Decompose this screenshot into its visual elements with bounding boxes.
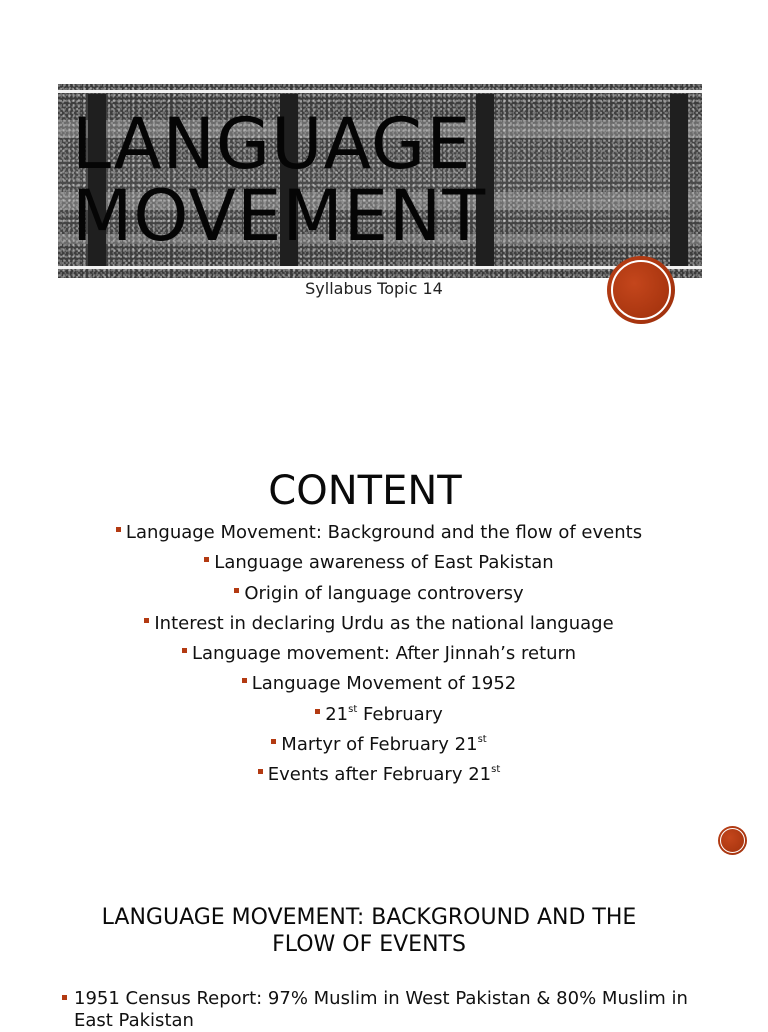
section-heading-line-2: FLOW OF EVENTS [272,932,466,957]
ordinal-suffix: st [477,734,487,746]
list-item-text: Language movement: After Jinnah’s return [191,643,577,665]
banner-bar [670,94,688,266]
list-item [0,609,758,639]
content-list [0,518,758,791]
list-item-text: Language awareness of East Pakistan [214,552,554,574]
slide-title [72,103,487,257]
section-heading [60,904,678,958]
list-item-text: 21 [325,703,349,725]
list-item [0,730,758,760]
list-item [0,518,758,548]
decorative-circle-icon [607,256,675,324]
list-item [0,760,758,790]
list-item [0,548,758,578]
list-item [0,579,758,609]
ordinal-suffix: st [491,764,501,776]
list-item [0,669,758,699]
slide-subtitle: Syllabus Topic 14 [305,279,443,298]
square-bullet-icon [242,678,247,683]
list-item-text: Language Movement: Background and the flow of events [125,522,643,543]
ordinal-suffix: st [348,703,358,715]
list-item-text: Events after February 21 [267,764,492,786]
list-item-text: 1951 Census Report: 97% Muslim in West Pakistan & 80% Muslim in East Pakistan [74,988,688,1031]
section-list [62,988,702,1032]
square-bullet-icon [182,648,187,653]
list-item-text: Martyr of February 21 [281,734,478,756]
square-bullet-icon [234,588,239,593]
slide-title-line-2: MOVEMENT [72,175,487,257]
banner-stripe-bottom [58,266,702,269]
list-item-text: Language Movement of 1952 [251,673,517,695]
square-bullet-icon [204,557,209,562]
list-item-text: Origin of language controversy [244,582,524,604]
list-item [62,988,702,1032]
square-bullet-icon [271,739,276,744]
square-bullet-icon [116,527,121,532]
square-bullet-icon [62,995,67,1000]
section-heading-line-1: LANGUAGE MOVEMENT: BACKGROUND AND THE [101,905,637,930]
list-item-tail: February [357,703,443,725]
banner-stripe-top [58,90,702,93]
slide-title-line-1: LANGUAGE [72,103,472,185]
square-bullet-icon [258,769,263,774]
list-item-text: Interest in declaring Urdu as the national language [154,612,614,634]
list-item [0,639,758,669]
square-bullet-icon [144,618,149,623]
list-item [0,700,758,730]
square-bullet-icon [315,709,320,714]
content-heading: CONTENT [268,468,462,514]
decorative-circle-icon [718,826,747,855]
